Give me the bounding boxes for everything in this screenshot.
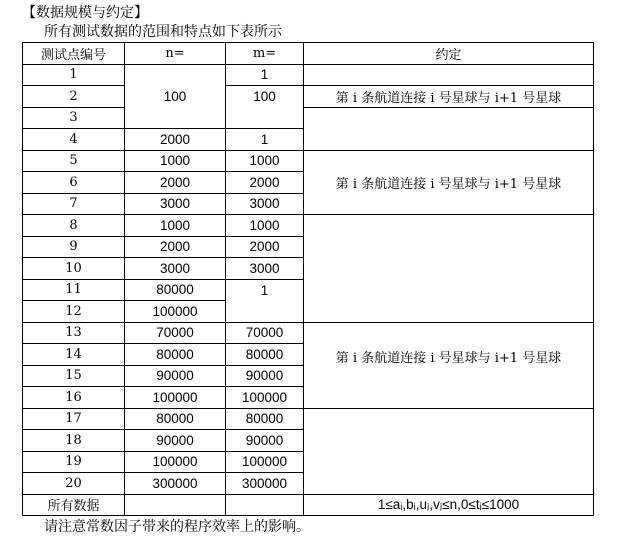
cell-n: 90000 — [125, 430, 226, 452]
cell-n: 80000 — [125, 344, 226, 366]
cell-n: 2000 — [125, 236, 226, 258]
cell-m: 100000 — [226, 451, 304, 473]
cell-n: 3000 — [125, 193, 226, 215]
cell-id: 8 — [23, 215, 125, 237]
cell-note: 第 i 条航道连接 i 号星球与 i+1 号星球 — [304, 150, 594, 215]
cell-note — [304, 215, 594, 323]
cell-n — [125, 494, 226, 516]
cell-m: 300000 — [226, 473, 304, 495]
cell-n: 100000 — [125, 387, 226, 409]
cell-id: 1 — [23, 64, 125, 86]
all-data-constraint: 1≤aᵢ,bᵢ,uⱼ,vⱼ≤n,0≤tᵢ≤1000 — [304, 494, 594, 516]
cell-n: 1000 — [125, 150, 226, 172]
table-row — [23, 107, 594, 129]
cell-m: 100 — [226, 86, 304, 129]
cell-id: 4 — [23, 129, 125, 151]
table-row — [23, 408, 594, 430]
cell-n: 3000 — [125, 258, 226, 280]
intro-text: 所有测试数据的范围和特点如下表所示 — [44, 24, 282, 40]
header-n: n= — [125, 43, 226, 65]
cell-n: 100 — [125, 64, 226, 129]
cell-m: 1000 — [226, 215, 304, 237]
cell-note: 第 i 条航道连接 i 号星球与 i+1 号星球 — [304, 322, 594, 408]
cell-note: 第 i 条航道连接 i 号星球与 i+1 号星球 — [304, 86, 594, 108]
cell-id: 7 — [23, 193, 125, 215]
cell-m: 80000 — [226, 344, 304, 366]
cell-id: 13 — [23, 322, 125, 344]
cell-note — [304, 408, 594, 494]
cell-id: 10 — [23, 258, 125, 280]
header-constraint: 约定 — [304, 43, 594, 65]
cell-id: 18 — [23, 430, 125, 452]
cell-id: 12 — [23, 301, 125, 323]
cell-m — [226, 494, 304, 516]
cell-m: 100000 — [226, 387, 304, 409]
data-scale-table — [22, 42, 594, 516]
cell-n: 80000 — [125, 279, 226, 301]
all-data-label: 所有数据 — [23, 494, 125, 516]
cell-m: 1 — [226, 64, 304, 86]
all-data-row — [23, 494, 594, 516]
cell-id: 14 — [23, 344, 125, 366]
cell-id: 5 — [23, 150, 125, 172]
cell-id: 19 — [23, 451, 125, 473]
cell-id: 2 — [23, 86, 125, 108]
cell-m: 70000 — [226, 322, 304, 344]
cell-id: 16 — [23, 387, 125, 409]
cell-id: 6 — [23, 172, 125, 194]
header-m: m= — [226, 43, 304, 65]
cell-m: 1000 — [226, 150, 304, 172]
cell-m: 1 — [226, 279, 304, 322]
cell-m: 3000 — [226, 258, 304, 280]
cell-id: 15 — [23, 365, 125, 387]
table-row — [23, 86, 594, 108]
section-heading: 【数据规模与约定】 — [22, 5, 148, 21]
cell-note — [304, 107, 594, 150]
cell-m: 80000 — [226, 408, 304, 430]
cell-id: 9 — [23, 236, 125, 258]
cell-m: 1 — [226, 129, 304, 151]
cell-m: 90000 — [226, 430, 304, 452]
cell-m: 3000 — [226, 193, 304, 215]
cell-n: 2000 — [125, 129, 226, 151]
cell-m: 2000 — [226, 236, 304, 258]
cell-n: 2000 — [125, 172, 226, 194]
table-row — [23, 64, 594, 86]
header-test-id: 测试点编号 — [23, 43, 125, 65]
table-row — [23, 150, 594, 172]
cell-n: 100000 — [125, 301, 226, 323]
cell-n: 90000 — [125, 365, 226, 387]
cell-m: 2000 — [226, 172, 304, 194]
cell-n: 100000 — [125, 451, 226, 473]
cell-id: 17 — [23, 408, 125, 430]
cell-note — [304, 64, 594, 86]
cell-m: 90000 — [226, 365, 304, 387]
cell-id: 3 — [23, 107, 125, 129]
cell-n: 80000 — [125, 408, 226, 430]
table-row — [23, 322, 594, 344]
cell-n: 70000 — [125, 322, 226, 344]
table-row — [23, 215, 594, 237]
cell-n: 300000 — [125, 473, 226, 495]
cell-id: 20 — [23, 473, 125, 495]
cell-n: 1000 — [125, 215, 226, 237]
footer-note: 请注意常数因子带来的程序效率上的影响。 — [44, 519, 310, 535]
table-header-row — [23, 43, 594, 65]
cell-id: 11 — [23, 279, 125, 301]
